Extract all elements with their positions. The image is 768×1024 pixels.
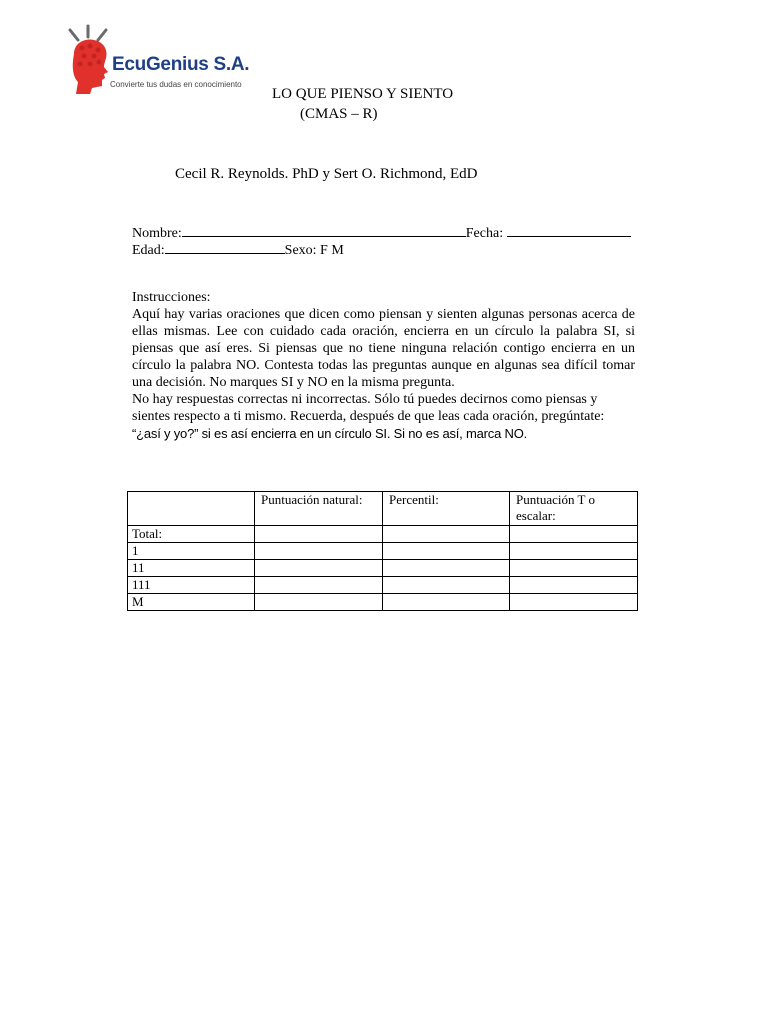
table-cell[interactable] xyxy=(510,594,638,611)
table-cell[interactable] xyxy=(383,560,510,577)
table-row-label: 11 xyxy=(128,560,255,577)
logo-tagline: Convierte tus dudas en conocimiento xyxy=(110,80,242,89)
sexo-label: Sexo: F M xyxy=(284,243,344,258)
table-cell[interactable] xyxy=(510,560,638,577)
table-cell[interactable] xyxy=(383,543,510,560)
nombre-field[interactable] xyxy=(182,222,466,237)
score-table xyxy=(127,491,638,611)
table-cell[interactable] xyxy=(255,560,383,577)
table-row-label: 111 xyxy=(128,577,255,594)
table-header-cell xyxy=(128,492,255,526)
table-header-cell: Percentil: xyxy=(383,492,510,526)
instructions-block xyxy=(132,289,635,442)
table-row-label: Total: xyxy=(128,526,255,543)
table-cell[interactable] xyxy=(510,577,638,594)
table-row xyxy=(128,543,638,560)
logo-name: EcuGenius S.A. xyxy=(112,54,250,75)
instructions-paragraph-3: “¿así y yo?” si es así encierra en un círculo SI. Si no es así, marca NO. xyxy=(132,426,528,441)
authors-line: Cecil R. Reynolds. PhD y Sert O. Richmond, EdD xyxy=(175,166,478,182)
table-row xyxy=(128,577,638,594)
table-row-label: 1 xyxy=(128,543,255,560)
table-cell[interactable] xyxy=(510,543,638,560)
edad-label: Edad: xyxy=(132,243,165,258)
table-cell[interactable] xyxy=(255,594,383,611)
table-cell[interactable] xyxy=(383,577,510,594)
instructions-paragraph-1: Aquí hay varias oraciones que dicen como piensan y sienten algunas personas acerca de ellas mismas. Lee con cuidado cada oración, encierra en un círculo la palabra SI, si piensas que así eres. Si piensas que no tiene ninguna relación contigo encierra en un círculo la palabra NO. Contesta todas las preguntas aunque en algunas sea difícil tomar una decisión. No marques SI y NO en la misma pregunta. xyxy=(132,307,635,390)
fecha-field[interactable] xyxy=(507,222,631,237)
document-title: LO QUE PIENSO Y SIENTO xyxy=(272,86,454,102)
table-cell[interactable] xyxy=(383,594,510,611)
table-header-cell: Puntuación natural: xyxy=(255,492,383,526)
table-cell[interactable] xyxy=(510,526,638,543)
table-cell[interactable] xyxy=(255,543,383,560)
table-row xyxy=(128,560,638,577)
instructions-paragraph-2: No hay respuestas correctas ni incorrectas. Sólo tú puedes decirnos como piensas y sientes respecto a ti mismo. Recuerda, después de que leas cada oración, pregúntate: xyxy=(132,392,605,424)
table-row-label: M xyxy=(128,594,255,611)
document-subtitle: (CMAS – R) xyxy=(300,106,378,122)
table-cell[interactable] xyxy=(255,526,383,543)
table-header-cell: Puntuación T o escalar: xyxy=(510,492,638,526)
edad-field[interactable] xyxy=(165,239,285,254)
fecha-label: Fecha: xyxy=(465,226,504,241)
nombre-label: Nombre: xyxy=(132,226,182,241)
table-row xyxy=(128,594,638,611)
company-logo xyxy=(64,24,254,96)
form-row-edad-sexo xyxy=(132,239,344,259)
table-row xyxy=(128,526,638,543)
table-cell[interactable] xyxy=(383,526,510,543)
table-cell[interactable] xyxy=(255,577,383,594)
instructions-heading: Instrucciones: xyxy=(132,290,211,305)
table-header-row xyxy=(128,492,638,526)
